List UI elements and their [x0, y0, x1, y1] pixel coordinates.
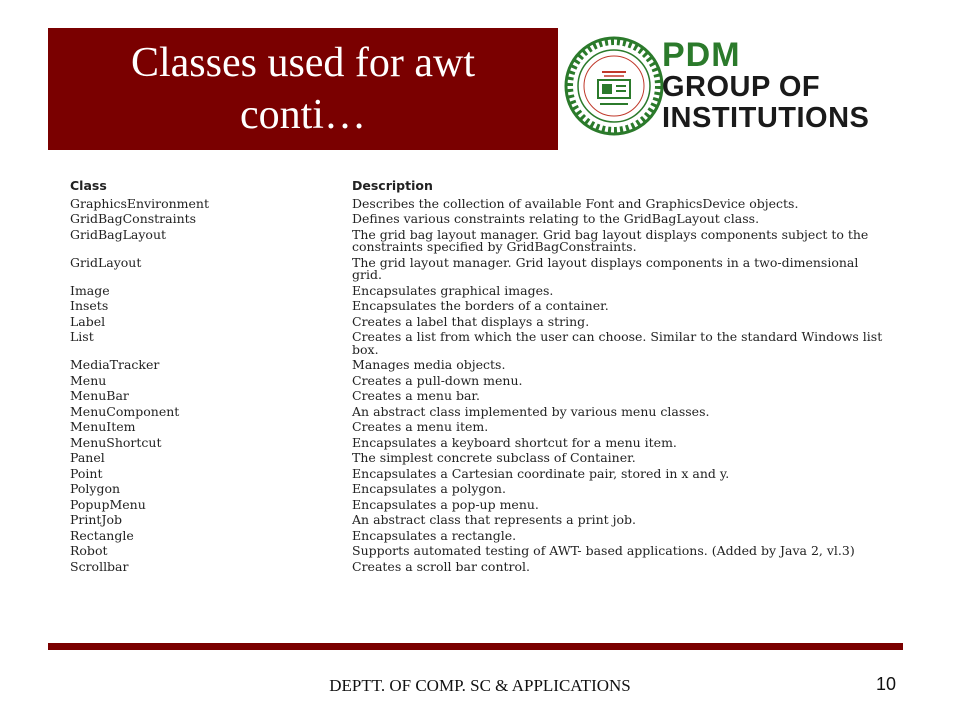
class-name-cell: Image [70, 282, 110, 298]
class-name-cell: Label [70, 313, 106, 329]
logo-line-institutions: INSTITUTIONS [662, 102, 870, 134]
table-body [66, 196, 896, 575]
table-row [66, 497, 896, 513]
class-description-cell: An abstract class that represents a print job. [352, 512, 637, 527]
class-description-cell: The grid bag layout manager. Grid bag layout displays components subject to the constraints specified by GridBagConstraints. [352, 226, 869, 254]
table-row [66, 466, 896, 482]
class-description-cell: Manages media objects. [352, 357, 506, 372]
page-number: 10 [876, 674, 897, 694]
table-row [66, 212, 896, 228]
table-header-row [66, 176, 896, 196]
table-row [66, 299, 896, 315]
class-name-cell: MenuComponent [70, 403, 180, 419]
pdm-logo [560, 34, 910, 142]
class-description-cell: Encapsulates a keyboard shortcut for a menu item. [352, 434, 677, 450]
logo-text [662, 38, 869, 134]
table-row [66, 559, 896, 575]
table-row [66, 404, 896, 420]
class-name-cell: Scrollbar [70, 558, 129, 574]
class-name-cell: Insets [70, 298, 109, 313]
class-name-cell: MediaTracker [70, 357, 160, 372]
slide-title-line-2: conti… [240, 92, 366, 138]
class-description-cell: An abstract class implemented by various menu classes. [352, 403, 710, 419]
table-row [66, 389, 896, 405]
class-description-cell: Encapsulates a pop-up menu. [352, 496, 539, 512]
class-description-cell: Encapsulates graphical images. [352, 282, 554, 298]
table-row [66, 358, 896, 374]
class-name-cell: PopupMenu [70, 496, 146, 512]
class-name-cell: MenuItem [70, 419, 136, 434]
awt-classes-table-wrap [66, 176, 896, 575]
class-description-cell: Encapsulates the borders of a container. [352, 298, 609, 313]
column-header-description: Description [352, 178, 433, 193]
table-row [66, 227, 896, 255]
slide-title-line-1: Classes used for awt [130, 40, 476, 86]
table-row [66, 255, 896, 283]
column-header-class: Class [70, 178, 107, 193]
pdm-seal-icon [564, 36, 664, 136]
class-name-cell: GridLayout [70, 254, 142, 270]
class-description-cell: The simplest concrete subclass of Container. [352, 450, 636, 465]
class-name-cell: Point [70, 465, 103, 481]
footer-divider [48, 643, 903, 650]
footer-department: DEPTT. OF COMP. SC & APPLICATIONS [329, 676, 631, 695]
class-description-cell: Describes the collection of available Font and GraphicsDevice objects. [352, 195, 799, 211]
class-name-cell: Rectangle [70, 527, 134, 543]
table-row [66, 482, 896, 498]
table-row [66, 283, 896, 299]
table-row [66, 513, 896, 529]
table-row [66, 435, 896, 451]
class-name-cell: GridBagLayout [70, 226, 167, 242]
class-name-cell: List [70, 329, 94, 344]
class-description-cell: Encapsulates a Cartesian coordinate pair, stored in x and y. [352, 465, 730, 481]
class-name-cell: Menu [70, 372, 107, 388]
slide-title-box [48, 28, 558, 150]
class-name-cell: Polygon [70, 481, 121, 496]
table-row [66, 196, 896, 212]
logo-line-group-of: GROUP OF [662, 71, 821, 103]
table-row [66, 528, 896, 544]
class-name-cell: Robot [70, 543, 108, 558]
class-name-cell: MenuBar [70, 388, 129, 403]
table-row [66, 314, 896, 330]
class-name-cell: GridBagConstraints [70, 211, 197, 226]
class-name-cell: Panel [70, 450, 105, 465]
class-description-cell: Creates a scroll bar control. [352, 558, 531, 574]
logo-line-pdm: PDM [662, 36, 741, 74]
class-description-cell: Creates a menu item. [352, 419, 489, 434]
table-row [66, 420, 896, 436]
class-description-cell: Encapsulates a rectangle. [352, 527, 517, 543]
table-row [66, 544, 896, 560]
class-description-cell: Creates a list from which the user can choose. Similar to the standard Windows list box. [352, 329, 883, 357]
table-row [66, 373, 896, 389]
class-description-cell: Encapsulates a polygon. [352, 481, 506, 496]
table-row [66, 330, 896, 358]
class-description-cell: Supports automated testing of AWT- based applications. (Added by Java 2, vl.3) [352, 543, 855, 558]
class-name-cell: GraphicsEnvironment [70, 195, 209, 211]
table-row [66, 451, 896, 467]
class-description-cell: Creates a label that displays a string. [352, 313, 590, 329]
class-description-cell: Defines various constraints relating to the GridBagLayout class. [352, 211, 760, 226]
class-description-cell: The grid layout manager. Grid layout displays components in a two-dimensional grid. [352, 254, 859, 282]
class-description-cell: Creates a pull-down menu. [352, 372, 523, 388]
awt-classes-table [66, 176, 896, 575]
class-name-cell: PrintJob [70, 512, 122, 527]
class-description-cell: Creates a menu bar. [352, 388, 480, 403]
class-name-cell: MenuShortcut [70, 434, 162, 450]
